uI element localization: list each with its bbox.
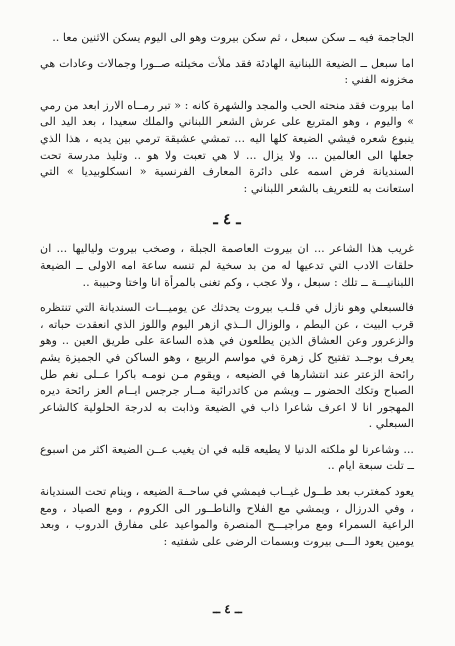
paragraph-bottom-2: فالسبعلي وهو نازل في قلـب بيروت يحدثك عن يوميـــات السنديانة التي تنتظره قرب البيت ، عن البطم ، والوزال الــذي ازهر اليوم واللوز الذي انعقدت حباته ، والزعرور وعن العشاق الذين يطلعون في هذه الساعة على طريق العين .. وهو يعرف بوجــد تفتيح كل زهرة في مواسم الربيع ، وهو الساكن في الجميزة يشم رائحة الزعتر عند انتشارها في الضيعه ، ويقوم مـن نومـه باكرا عــلى نغم طل الصباح وتكك الحضور ــ ويشم من كاتدرائية مــار جرجس ايــام العز رائحة ديره المهجور انا لا اعرف شاعرا ذاب في الضيعة وذابت به لدرجة الحلولية كالشاعر السبعلي . [40,301,414,431]
page-number: ــ ٤ ــ [213,602,242,616]
paragraph-top-3: اما بيروت فقد منحته الحب والمجد والشهرة كانه : « تبر رمــاه الارز ابعد من رمي » واليوم ، وهو المتربع على عرش الشعر اللبناني والملك سعيدا ، بعد اليد الى ينبوع شعره فيشي الضيعة كلها اليه ... تمشي عشيقة ترمي بين يديه ، هذا الذي جعلها الى العالمين ... ولا يزال ... لا هي تعبت ولا هو .. وتليذ مدرسة تحت السنديانة فرض اسمه على دائرة المعارف الفرنسية « انسكلوبيديا » التي استعانت به للتعريف بالشعر اللبناني : [40,98,414,195]
paragraph-gap [40,475,414,484]
section-number: ـ ٤ ـ [213,210,241,229]
paragraph-gap [40,229,414,241]
paragraph-bottom-1: غريب هذا الشاعر ... ان بيروت العاصمة الجبلة ، وصخب بيروت ولياليها ... ان حلقات الادب التي تدعيها له من بد سخية لم تنسه ساعة امه الاولى ــ الضيعة اللبنانيـــة ــ تلك : سبعل ، ولا عجب ، وكم تغنى بالمرأة انا واختا وحبيبة .. [40,242,414,289]
page-text [40,30,414,550]
paragraph-top-1: الجاجمة فيه ــ سكن سبعل ، ثم سكن بيروت وهو الى اليوم يسكن الاثنين معا .. [52,31,414,44]
paragraph-gap [40,433,414,442]
paragraph-gap [40,291,414,300]
paragraph-gap [40,89,414,98]
paragraph-gap [40,197,414,209]
paragraph-bottom-4: يعود كمغترب بعد طــول غيــاب فيمشي في ساحــة الضيعه ، وينام تحت السنديانة ، وفي الدرزال ، ويمشي مع الفلاح والناطــور الى الكروم ، ومع الصياد ، ومع الراعية السمراء ومع مراجيـــح المنصرة والمواعيد على مفارق الدروب ، وبعد يومين يعود الـــى بيروت وبسمات الرضى على شفتيه : [40,485,414,548]
paragraph-top-2: اما سبعل ــ الضيعة اللبنانية الهادئة فقد ملأت مخيلته صــورا وجمالات وعادات هي مخزونه الفني : [40,56,414,87]
paragraph-gap [40,47,414,56]
paragraph-bottom-3: ... وشاعرنا لو ملكته الدنيا لا يطيعه قلبه في ان يغيب عــن الضيعة اكثر من اسبوع ــ تلت سبعة ايام .. [40,442,414,473]
